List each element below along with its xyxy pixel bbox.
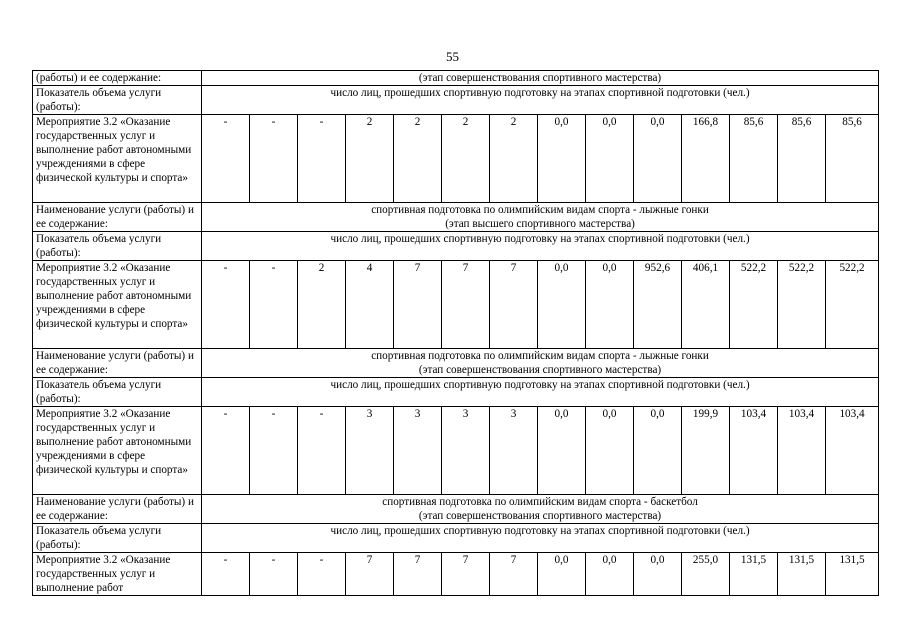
value-cell: 0,0 <box>538 115 586 203</box>
service-row <box>33 349 879 378</box>
value-cell: 0,0 <box>586 553 634 596</box>
value-cell: 522,2 <box>730 261 778 349</box>
value-cell: 7 <box>490 261 538 349</box>
value-cell: 7 <box>394 553 442 596</box>
service-stage: (этап совершенствования спортивного мастерства) <box>418 510 662 522</box>
service-description <box>202 349 879 378</box>
volume-description: число лиц, прошедших спортивную подготовку на этапах спортивной подготовки (чел.) <box>202 86 879 115</box>
value-cell: - <box>250 115 298 203</box>
value-cell: 3 <box>346 407 394 495</box>
value-cell: - <box>202 261 250 349</box>
event-row <box>33 407 879 495</box>
value-cell: 7 <box>442 261 490 349</box>
event-label: Мероприятие 3.2 «Оказание государственных услуг и выполнение работ автономными учреждениями в сфере физической культуры и спорта» <box>33 407 202 495</box>
value-cell: - <box>250 407 298 495</box>
value-cell: 131,5 <box>730 553 778 596</box>
value-cell: 522,2 <box>826 261 879 349</box>
value-cell: 0,0 <box>634 407 682 495</box>
value-cell: 7 <box>442 553 490 596</box>
value-cell: 0,0 <box>538 261 586 349</box>
value-cell: 2 <box>298 261 346 349</box>
value-cell: 85,6 <box>778 115 826 203</box>
service-name-label: Наименование услуги (работы) и ее содержание: <box>33 349 202 378</box>
value-cell: - <box>202 407 250 495</box>
value-cell: 522,2 <box>778 261 826 349</box>
volume-row <box>33 524 879 553</box>
value-cell: 7 <box>394 261 442 349</box>
value-cell: 103,4 <box>826 407 879 495</box>
value-cell: 0,0 <box>538 553 586 596</box>
volume-description: число лиц, прошедших спортивную подготовку на этапах спортивной подготовки (чел.) <box>202 232 879 261</box>
page-number: 55 <box>446 49 459 64</box>
value-cell: 255,0 <box>682 553 730 596</box>
volume-description: число лиц, прошедших спортивную подготовку на этапах спортивной подготовки (чел.) <box>202 524 879 553</box>
value-cell: - <box>202 115 250 203</box>
service-name-label: Наименование услуги (работы) и ее содержание: <box>33 495 202 524</box>
service-name: спортивная подготовка по олимпийским видам спорта - лыжные гонки <box>371 350 709 362</box>
value-cell: 85,6 <box>826 115 879 203</box>
volume-indicator-label: Показатель объема услуги (работы): <box>33 524 202 553</box>
service-stage: (этап совершенствования спортивного мастерства) <box>202 71 879 86</box>
service-stage: (этап совершенствования спортивного мастерства) <box>418 364 662 376</box>
value-cell: 406,1 <box>682 261 730 349</box>
service-description <box>202 203 879 232</box>
value-cell: 2 <box>490 115 538 203</box>
value-cell: 2 <box>394 115 442 203</box>
value-cell: 952,6 <box>634 261 682 349</box>
value-cell: 85,6 <box>730 115 778 203</box>
event-row <box>33 261 879 349</box>
event-label: Мероприятие 3.2 «Оказание государственных услуг и выполнение работ автономными учреждениями в сфере физической культуры и спорта» <box>33 115 202 203</box>
value-cell: 3 <box>490 407 538 495</box>
document-table <box>32 70 879 596</box>
value-cell: - <box>250 261 298 349</box>
value-cell: 103,4 <box>778 407 826 495</box>
event-label: Мероприятие 3.2 «Оказание государственных услуг и выполнение работ автономными учреждениями в сфере физической культуры и спорта» <box>33 261 202 349</box>
volume-row <box>33 86 879 115</box>
value-cell: 2 <box>442 115 490 203</box>
content-label: (работы) и ее содержание: <box>33 71 202 86</box>
service-row <box>33 495 879 524</box>
volume-indicator-label: Показатель объема услуги (работы): <box>33 378 202 407</box>
value-cell: 166,8 <box>682 115 730 203</box>
value-cell: 4 <box>346 261 394 349</box>
event-label: Мероприятие 3.2 «Оказание государственных услуг и выполнение работ <box>33 553 202 596</box>
value-cell: 0,0 <box>586 261 634 349</box>
service-row <box>33 203 879 232</box>
value-cell: - <box>298 407 346 495</box>
content-row <box>33 71 879 86</box>
value-cell: 2 <box>346 115 394 203</box>
service-name: спортивная подготовка по олимпийским видам спорта - баскетбол <box>382 496 698 508</box>
value-cell: 7 <box>490 553 538 596</box>
value-cell: 7 <box>346 553 394 596</box>
value-cell: 0,0 <box>586 115 634 203</box>
volume-indicator-label: Показатель объема услуги (работы): <box>33 232 202 261</box>
value-cell: 0,0 <box>586 407 634 495</box>
service-name-label: Наименование услуги (работы) и ее содержание: <box>33 203 202 232</box>
value-cell: 0,0 <box>634 115 682 203</box>
event-row <box>33 553 879 596</box>
value-cell: - <box>250 553 298 596</box>
value-cell: 199,9 <box>682 407 730 495</box>
volume-description: число лиц, прошедших спортивную подготовку на этапах спортивной подготовки (чел.) <box>202 378 879 407</box>
volume-row <box>33 378 879 407</box>
event-row <box>33 115 879 203</box>
value-cell: 0,0 <box>538 407 586 495</box>
value-cell: 3 <box>394 407 442 495</box>
service-stage: (этап высшего спортивного мастерства) <box>445 218 635 230</box>
volume-indicator-label: Показатель объема услуги (работы): <box>33 86 202 115</box>
volume-row <box>33 232 879 261</box>
value-cell: 3 <box>442 407 490 495</box>
value-cell: - <box>202 553 250 596</box>
value-cell: 131,5 <box>778 553 826 596</box>
value-cell: 131,5 <box>826 553 879 596</box>
service-name: спортивная подготовка по олимпийским видам спорта - лыжные гонки <box>371 204 709 216</box>
value-cell: - <box>298 115 346 203</box>
value-cell: - <box>298 553 346 596</box>
service-description <box>202 495 879 524</box>
value-cell: 0,0 <box>634 553 682 596</box>
value-cell: 103,4 <box>730 407 778 495</box>
